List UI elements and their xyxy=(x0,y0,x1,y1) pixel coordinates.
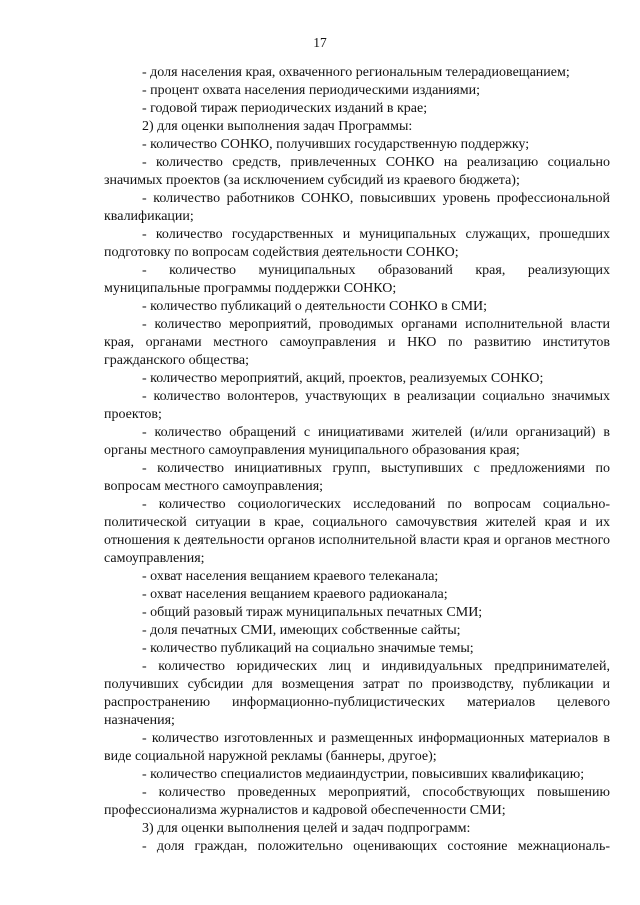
paragraph: - количество государственных и муниципальных служащих, прошедших подготовку по вопросам содействия деятельности СОНКО; xyxy=(104,227,610,260)
paragraph: - доля граждан, положительно оценивающих состояние межнациональ- xyxy=(142,839,610,854)
section-heading-2: 2) для оценки выполнения задач Программы: xyxy=(142,119,413,134)
paragraph: - количество муниципальных образований края, реализующих муниципальные программы поддержки СОНКО; xyxy=(104,263,610,296)
paragraph: - годовой тираж периодических изданий в крае; xyxy=(142,101,428,116)
paragraph: - процент охвата населения периодическими изданиями; xyxy=(142,83,480,98)
paragraph: - охват населения вещанием краевого радиоканала; xyxy=(142,587,448,602)
paragraph: - количество волонтеров, участвующих в реализации социально значимых проектов; xyxy=(104,389,610,422)
paragraph: - количество публикаций на социально значимые темы; xyxy=(142,641,474,656)
paragraph: - количество публикаций о деятельности СОНКО в СМИ; xyxy=(142,299,488,314)
section-heading-3: 3) для оценки выполнения целей и задач подпрограмм: xyxy=(142,821,471,836)
paragraph: - количество социологических исследований по вопросам социально-политической ситуации в крае, социального самочувствия жителей края и их отношения к деятельности органов исполнительной власти края и органов местного самоуправления; xyxy=(104,497,610,566)
document-body xyxy=(104,64,610,856)
paragraph: - доля населения края, охваченного региональным телерадиовещанием; xyxy=(142,65,570,80)
paragraph: - количество проведенных мероприятий, способствующих повышению профессионализма журналистов и кадровой обеспеченности СМИ; xyxy=(104,785,610,818)
paragraph: - доля печатных СМИ, имеющих собственные сайты; xyxy=(142,623,461,638)
paragraph: - количество изготовленных и размещенных информационных материалов в виде социальной наружной рекламы (баннеры, другое); xyxy=(104,731,610,764)
page-number: 17 xyxy=(313,35,327,50)
paragraph: - количество мероприятий, проводимых органами исполнительной власти края, органами местного самоуправления и НКО по развитию институтов гражданского общества; xyxy=(104,317,610,368)
paragraph: - количество специалистов медиаиндустрии, повысивших квалификацию; xyxy=(142,767,585,782)
paragraph: - количество инициативных групп, выступивших с предложениями по вопросам местного самоуправления; xyxy=(104,461,610,494)
paragraph: - охват населения вещанием краевого телеканала; xyxy=(142,569,439,584)
paragraph: - количество юридических лиц и индивидуальных предпринимателей, получивших субсидии для возмещения затрат по производству, публикации и распространению информационно-публицистических материалов целевого назначения; xyxy=(104,659,610,728)
paragraph: - количество СОНКО, получивших государственную поддержку; xyxy=(142,137,530,152)
paragraph: - общий разовый тираж муниципальных печатных СМИ; xyxy=(142,605,483,620)
paragraph: - количество мероприятий, акций, проектов, реализуемых СОНКО; xyxy=(142,371,544,386)
paragraph: - количество обращений с инициативами жителей (и/или организаций) в органы местного самоуправления муниципального образования края; xyxy=(104,425,610,458)
paragraph: - количество средств, привлеченных СОНКО на реализацию социально значимых проектов (за исключением субсидий из краевого бюджета); xyxy=(104,155,610,188)
paragraph: - количество работников СОНКО, повысивших уровень профессиональной квалификации; xyxy=(104,191,610,224)
